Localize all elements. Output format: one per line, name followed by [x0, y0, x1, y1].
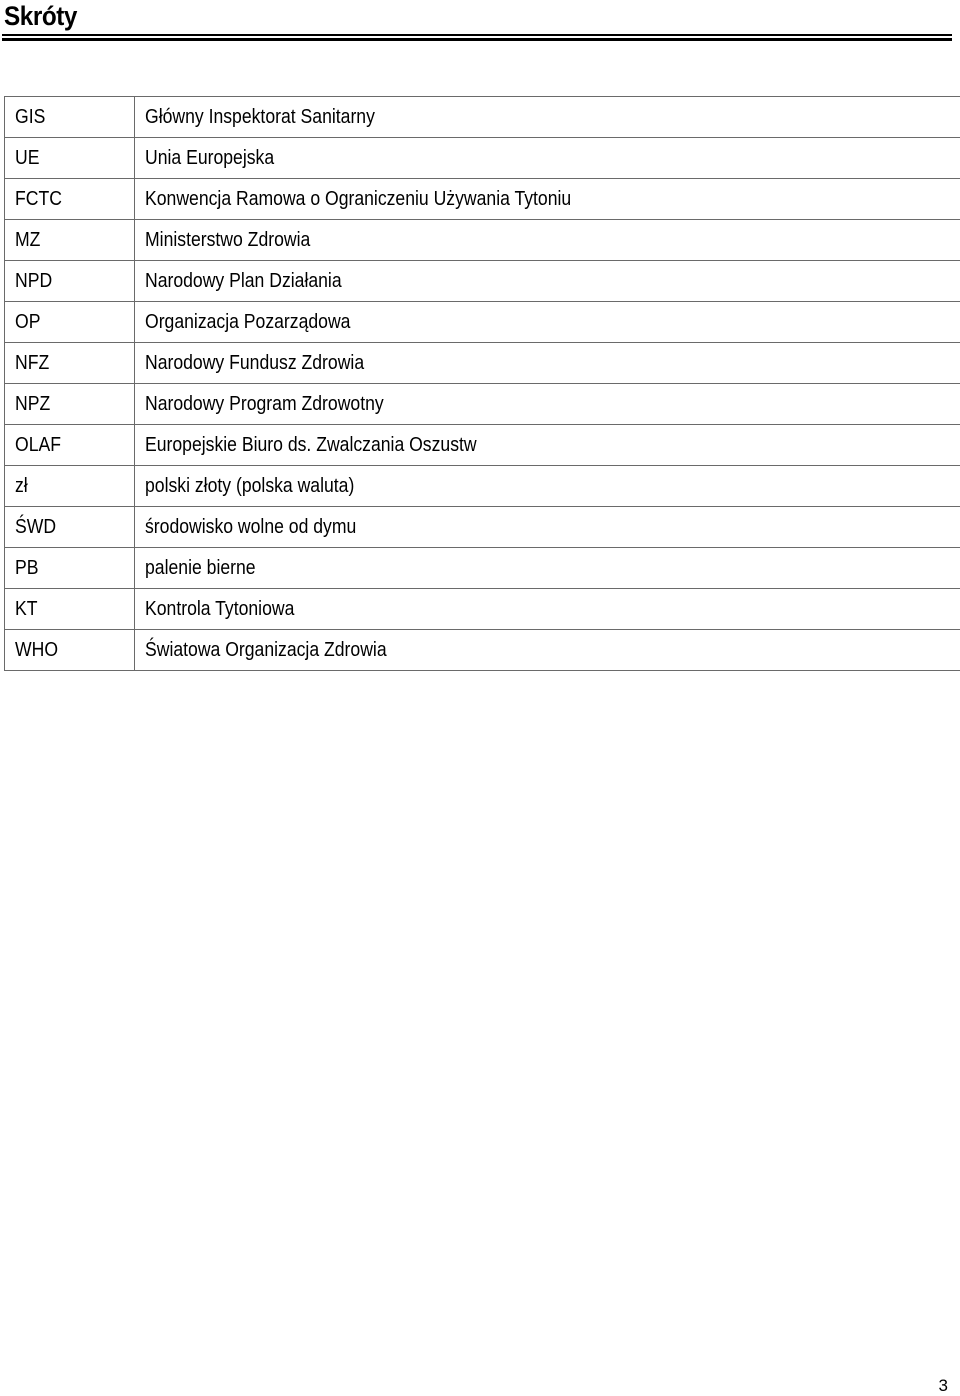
abbreviation-text: MZ: [15, 229, 41, 251]
table-row: [5, 138, 960, 179]
abbreviation-cell: [5, 507, 135, 548]
table-row: [5, 630, 960, 671]
abbreviation-cell: [5, 630, 135, 671]
abbreviation-cell: [5, 179, 135, 220]
abbreviation-cell: [5, 466, 135, 507]
table-row: [5, 220, 960, 261]
expansion-text: Organizacja Pozarządowa: [145, 311, 351, 333]
expansion-cell: [135, 138, 960, 179]
expansion-text: Narodowy Fundusz Zdrowia: [145, 352, 365, 374]
table-row: [5, 507, 960, 548]
abbreviation-cell: [5, 261, 135, 302]
expansion-cell: [135, 466, 960, 507]
expansion-cell: [135, 220, 960, 261]
table-row: [5, 261, 960, 302]
expansion-text: Unia Europejska: [145, 147, 275, 169]
table-row: [5, 97, 960, 138]
abbreviation-text: NPZ: [15, 393, 51, 415]
table-row: [5, 425, 960, 466]
expansion-text: polski złoty (polska waluta): [145, 475, 355, 497]
expansion-cell: [135, 97, 960, 138]
abbreviation-cell: [5, 548, 135, 589]
expansion-cell: [135, 507, 960, 548]
abbreviation-cell: [5, 220, 135, 261]
abbreviation-cell: [5, 138, 135, 179]
abbreviation-text: OP: [15, 311, 41, 333]
table-row: [5, 466, 960, 507]
title-rule-gap: [2, 36, 952, 38]
expansion-text: Główny Inspektorat Sanitarny: [145, 106, 375, 128]
expansion-cell: [135, 302, 960, 343]
expansion-cell: [135, 384, 960, 425]
expansion-cell: [135, 589, 960, 630]
expansion-text: środowisko wolne od dymu: [145, 516, 357, 538]
table-row: [5, 179, 960, 220]
expansion-cell: [135, 425, 960, 466]
page-number: 3: [938, 1376, 948, 1395]
abbreviation-text: KT: [15, 598, 38, 620]
expansion-text: Europejskie Biuro ds. Zwalczania Oszustw: [145, 434, 477, 456]
expansion-text: Narodowy Plan Działania: [145, 270, 342, 292]
expansion-cell: [135, 179, 960, 220]
expansion-text: Kontrola Tytoniowa: [145, 598, 295, 620]
abbreviation-text: OLAF: [15, 434, 61, 456]
abbreviation-cell: [5, 343, 135, 384]
expansion-text: Światowa Organizacja Zdrowia: [145, 639, 387, 661]
table-row: [5, 548, 960, 589]
expansion-cell: [135, 343, 960, 384]
abbreviations-table-body: [5, 97, 960, 671]
abbreviations-table: [4, 96, 960, 671]
abbreviation-cell: [5, 97, 135, 138]
abbreviation-text: UE: [15, 147, 40, 169]
expansion-text: Ministerstwo Zdrowia: [145, 229, 311, 251]
abbreviation-text: NFZ: [15, 352, 50, 374]
expansion-cell: [135, 261, 960, 302]
expansion-text: palenie bierne: [145, 557, 256, 579]
abbreviation-text: GIS: [15, 106, 46, 128]
expansion-cell: [135, 548, 960, 589]
abbreviation-cell: [5, 425, 135, 466]
table-row: [5, 589, 960, 630]
abbreviation-cell: [5, 302, 135, 343]
abbreviation-cell: [5, 384, 135, 425]
abbreviation-text: PB: [15, 557, 39, 579]
table-row: [5, 343, 960, 384]
abbreviation-text: NPD: [15, 270, 53, 292]
table-row: [5, 302, 960, 343]
abbreviation-text: FCTC: [15, 188, 62, 210]
expansion-text: Narodowy Program Zdrowotny: [145, 393, 384, 415]
abbreviation-text: ŚWD: [15, 516, 57, 538]
abbreviation-text: zł: [15, 475, 28, 497]
expansion-text: Konwencja Ramowa o Ograniczeniu Używania Tytoniu: [145, 188, 572, 210]
table-row: [5, 384, 960, 425]
expansion-cell: [135, 630, 960, 671]
abbreviation-cell: [5, 589, 135, 630]
abbreviation-text: WHO: [15, 639, 59, 661]
page-title: Skróty: [4, 1, 77, 31]
